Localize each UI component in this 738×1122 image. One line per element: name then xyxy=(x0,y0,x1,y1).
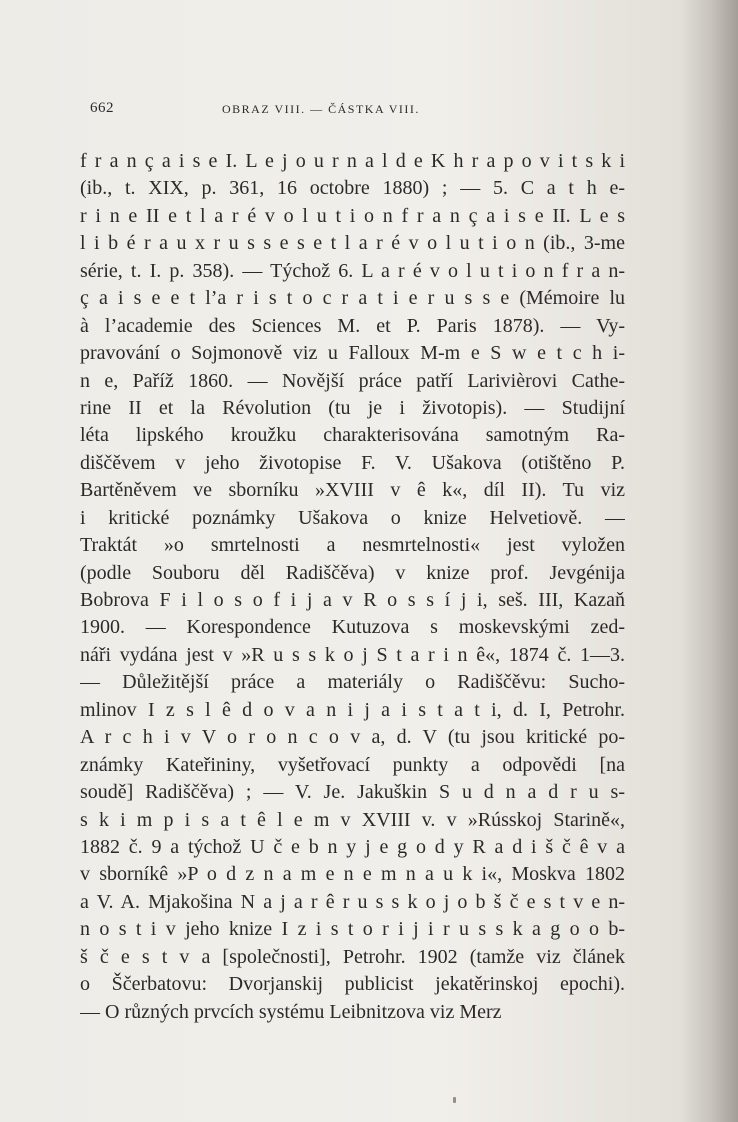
text-line: r i n e II e t l a r é v o l u t i o n f r a n ç a i s e II. L e s xyxy=(80,204,625,227)
page-gutter-shadow xyxy=(680,0,738,1122)
text-line: — O různých prvcích systému Leibnitzova viz Merz xyxy=(80,1000,502,1023)
text-line: ç a i s e e t l’a r i s t o c r a t i e r u s s e (Mémoire lu xyxy=(80,287,625,310)
text-line: v sborníkê »P o d z n a m e n e m n a u k i«, Moskva 1802 xyxy=(80,863,625,886)
text-line: — Důležitější práce a materiály o Radiščěvu: Sucho- xyxy=(80,671,625,694)
text-line: léta lipského kroužku charakterisována samotným Ra- xyxy=(80,424,625,447)
text-line: pravování o Sojmonově viz u Falloux M-m e S w e t c h i- xyxy=(80,342,625,365)
text-line: s k i m p i s a t ê l e m v XVIII v. v »Rússkoj Starině«, xyxy=(80,808,625,831)
text-line: à l’academie des Sciences M. et P. Paris 1878). — Vy- xyxy=(80,314,625,337)
text-line: soudě] Radiščěva) ; — V. Je. Jakuškin S u d n a d r u s- xyxy=(80,781,625,804)
text-line: Bartěněvem ve sborníku »XVIII v ê k«, díl II). Tu viz xyxy=(80,479,625,502)
text-line: (podle Souboru děl Radiščěva) v knize prof. Jevgénija xyxy=(80,561,625,584)
text-line: i kritické poznámky Ušakova o knize Helvetiově. — xyxy=(80,506,625,529)
print-speck xyxy=(453,1097,456,1103)
text-line: rine II et la Révolution (tu je i životopis). — Studijní xyxy=(80,396,625,419)
text-line: 1900. — Korespondence Kutuzova s moskevskými zed- xyxy=(80,616,625,639)
text-line: mlinov I z s l ê d o v a n i j a i s t a t i, d. I, Petrohr. xyxy=(80,698,625,721)
text-line: Bobrova F i l o s o f i j a v R o s s í j i, seš. III, Kazaň xyxy=(80,589,625,611)
page-header xyxy=(90,100,630,120)
text-line: a V. A. Mjakošina N a j a r ê r u s s k o j o b š č e s t v e n- xyxy=(80,890,625,913)
page-number: 662 xyxy=(90,100,114,116)
text-line: diščěvem v jeho životopise F. V. Ušakova (otištěno P. xyxy=(80,451,625,474)
text-line: A r c h i v V o r o n c o v a, d. V (tu jsou kritické po- xyxy=(80,726,625,749)
text-line: l i b é r a u x r u s s e s e t l a r é v o l u t i o n (ib., 3-me xyxy=(80,232,625,255)
text-line: o Ščerbatovu: Dvorjanskij publicist jekatěrinskoj epochi). xyxy=(80,973,625,996)
text-line: známky Kateřininy, vyšetřovací punkty a odpovědi [na xyxy=(80,753,625,776)
text-line: f r a n ç a i s e I. L e j o u r n a l d e K h r a p o v i t s k i xyxy=(80,150,625,172)
text-line: náři vydána jest v »R u s s k o j S t a r i n ê«, 1874 č. 1—3. xyxy=(80,643,625,666)
text-line: n o s t i v jeho knize I z i s t o r i j i r u s s k a g o o b- xyxy=(80,918,625,941)
text-line: série, t. I. p. 358). — Týchož 6. L a r é v o l u t i o n f r a n- xyxy=(80,259,625,282)
text-line: n e, Paříž 1860. — Novější práce patří Larivièrovi Cathe- xyxy=(80,369,625,392)
running-head: OBRAZ VIII. — ČÁSTKA VIII. xyxy=(222,102,420,116)
text-line: 1882 č. 9 a týchož U č e b n y j e g o d y R a d i š č ê v a xyxy=(80,835,625,858)
text-line: š č e s t v a [společnosti], Petrohr. 1902 (tamže viz článek xyxy=(80,945,625,968)
text-line: Traktát »o smrtelnosti a nesmrtelnosti« jest vyložen xyxy=(80,534,625,557)
text-line: (ib., t. XIX, p. 361, 16 octobre 1880) ; — 5. C a t h e- xyxy=(80,177,625,200)
body-text xyxy=(80,148,625,1026)
